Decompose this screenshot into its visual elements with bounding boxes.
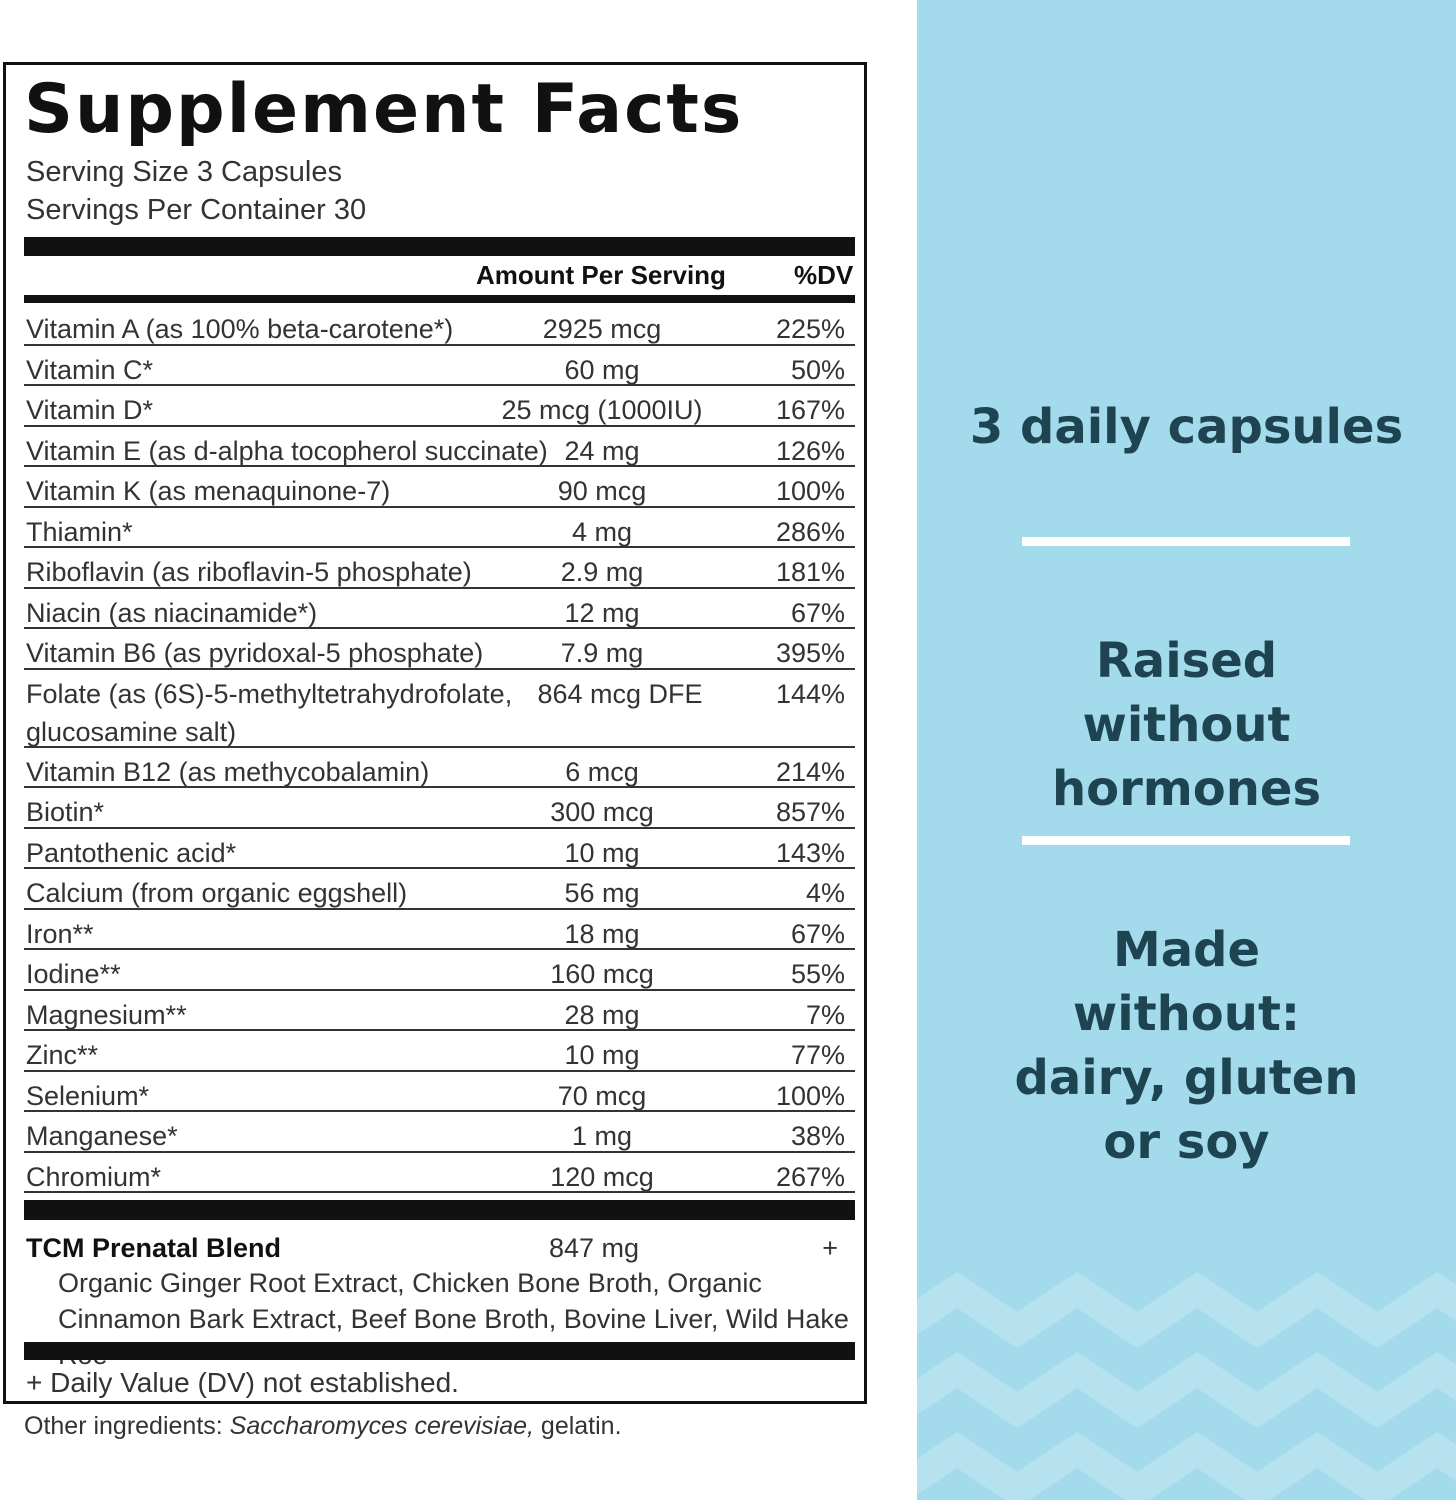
- nutrient-row: [24, 548, 855, 589]
- nutrient-amount: 12 mg: [564, 597, 640, 628]
- nutrient-name: Folate (as (6S)-5-methyltetrahydrofolate,: [26, 678, 513, 709]
- dv-footnote: + Daily Value (DV) not established.: [26, 1367, 459, 1398]
- nutrient-amount: 2925 mcg: [542, 314, 662, 344]
- nutrient-dv: 7%: [805, 999, 845, 1030]
- nutrient-row: [24, 386, 855, 427]
- nutrient-dv: 4%: [805, 878, 845, 908]
- nutrient-name: Niacin (as niacinamide*): [26, 597, 318, 628]
- other-ingredients: [24, 1412, 622, 1441]
- nutrient-amount: 160 mcg: [550, 959, 654, 989]
- header-amount: Amount Per Serving: [476, 260, 726, 290]
- nutrient-name: Vitamin D*: [26, 395, 154, 425]
- nutrient-name: Iodine**: [26, 959, 121, 989]
- nutrient-dv: 38%: [790, 1121, 845, 1151]
- nutrient-amount: 120 mcg: [550, 1161, 654, 1192]
- nutrient-amount: 2.9 mg: [560, 557, 644, 587]
- nutrient-row: [24, 829, 855, 870]
- nutrient-row: [24, 427, 855, 468]
- chevron-pattern-decoration: [917, 1270, 1456, 1500]
- nutrient-amount: 56 mg: [564, 878, 640, 908]
- nutrient-dv: 857%: [775, 797, 845, 827]
- nutrient-amount: 24 mg: [564, 435, 640, 466]
- blend-name: TCM Prenatal Blend: [26, 1233, 282, 1263]
- other-ingredients-label: Other ingredients:: [24, 1412, 230, 1440]
- claims-divider-1: [1022, 537, 1350, 546]
- nutrient-name: Manganese*: [26, 1121, 178, 1151]
- other-ingredients-organism: Saccharomyces cerevisiae,: [229, 1412, 534, 1440]
- nutrient-dv: 100%: [775, 476, 845, 506]
- nutrient-dv: 286%: [775, 516, 845, 547]
- nutrient-dv: 267%: [775, 1161, 845, 1192]
- nutrient-row: [24, 748, 855, 789]
- nutrient-dv: 181%: [775, 557, 845, 587]
- nutrient-row: [24, 991, 855, 1032]
- nutrient-dv: 126%: [775, 435, 845, 466]
- nutrient-dv: 55%: [790, 959, 845, 989]
- nutrient-amount: 28 mg: [564, 999, 640, 1030]
- nutrient-amount: 4 mg: [571, 516, 633, 547]
- nutrient-row: [24, 346, 855, 387]
- supplement-facts-panel: [3, 62, 867, 1404]
- nutrient-name: Iron**: [26, 918, 94, 949]
- blend-dv: +: [822, 1233, 838, 1263]
- nutrient-name: Vitamin A (as 100% beta-carotene*): [26, 314, 454, 344]
- nutrient-dv: 395%: [775, 638, 845, 668]
- nutrient-row: [24, 1153, 855, 1194]
- nutrient-name: Zinc**: [26, 1040, 99, 1070]
- nutrient-row: [24, 467, 855, 508]
- nutrient-name: Calcium (from organic eggshell): [26, 878, 408, 908]
- nutrient-amount: 864 mcg DFE: [537, 678, 703, 709]
- nutrient-dv: 77%: [790, 1040, 845, 1070]
- nutrient-row: [24, 508, 855, 549]
- nutrient-dv: 50%: [790, 354, 845, 385]
- nutrient-name: Pantothenic acid*: [26, 837, 237, 868]
- nutrient-row: [24, 305, 855, 346]
- nutrient-row: [24, 910, 855, 951]
- nutrient-row: [24, 629, 855, 670]
- nutrient-row: [24, 1112, 855, 1153]
- nutrient-row: [24, 670, 855, 748]
- nutrient-name: Selenium*: [26, 1080, 150, 1111]
- nutrient-amount: 18 mg: [564, 918, 640, 949]
- nutrient-dv: 143%: [775, 837, 845, 868]
- nutrient-amount: 1 mg: [571, 1121, 633, 1151]
- header-dv: %DV: [794, 260, 854, 290]
- nutrient-name: Vitamin B6 (as pyridoxal-5 phosphate): [26, 638, 484, 668]
- nutrient-amount: 10 mg: [564, 837, 640, 868]
- nutrient-dv: 67%: [790, 918, 845, 949]
- blend-amount: 847 mg: [549, 1233, 640, 1263]
- nutrient-amount: 70 mcg: [557, 1080, 647, 1111]
- nutrient-amount: 7.9 mg: [560, 638, 644, 668]
- nutrient-amount: 10 mg: [564, 1040, 640, 1070]
- other-ingredients-rest: gelatin.: [533, 1412, 622, 1440]
- thick-divider-blend: [24, 1200, 855, 1220]
- claim-daily-capsules: 3 daily capsules: [969, 399, 1404, 455]
- nutrient-name-continued: glucosamine salt): [26, 716, 237, 747]
- nutrient-dv: 100%: [775, 1080, 845, 1111]
- facts-title: Supplement Facts: [24, 70, 744, 149]
- thick-divider-bottom: [24, 1342, 855, 1360]
- nutrient-name: Chromium*: [26, 1161, 162, 1192]
- nutrient-dv: 67%: [790, 597, 845, 628]
- nutrient-name: Thiamin*: [26, 516, 133, 547]
- nutrient-dv: 225%: [775, 314, 845, 344]
- nutrient-name: Riboflavin (as riboflavin-5 phosphate): [26, 557, 472, 587]
- nutrient-row: [24, 1072, 855, 1113]
- header-divider: [24, 295, 855, 303]
- nutrient-amount: 90 mcg: [557, 476, 647, 506]
- nutrient-amount: 60 mg: [564, 354, 640, 385]
- nutrient-row: [24, 1031, 855, 1072]
- claim-made-without: Made without: dairy, gluten or soy: [1014, 922, 1359, 1170]
- nutrient-dv: 167%: [775, 395, 845, 425]
- claims-divider-2: [1022, 836, 1350, 845]
- nutrient-amount: 25 mcg (1000IU): [501, 395, 703, 425]
- claims-panel: [917, 0, 1456, 1500]
- nutrient-row: [24, 788, 855, 829]
- nutrient-name: Vitamin E (as d-alpha tocopherol succinate): [26, 435, 548, 466]
- blend-ingredients: Organic Ginger Root Extract, Chicken Bone Broth, Organic Cinnamon Bark Extract, Beef Bone Broth, Bovine Liver, Wild Hake: [58, 1268, 849, 1334]
- nutrient-name: Vitamin B12 (as methycobalamin): [26, 756, 430, 787]
- claim-no-hormones: Raised without hormones: [1051, 633, 1322, 817]
- servings-per-container: Servings Per Container 30: [26, 194, 367, 226]
- nutrient-name: Biotin*: [26, 797, 105, 827]
- nutrient-dv: 144%: [775, 678, 845, 709]
- nutrient-amount: 300 mcg: [550, 797, 654, 827]
- nutrient-row: [24, 589, 855, 630]
- nutrient-name: Magnesium**: [26, 999, 187, 1030]
- thick-divider-top: [24, 237, 855, 256]
- nutrient-amount: 6 mcg: [565, 756, 639, 787]
- nutrient-row: [24, 950, 855, 991]
- nutrient-dv: 214%: [775, 756, 845, 787]
- nutrient-name: Vitamin K (as menaquinone-7): [26, 476, 391, 506]
- serving-size: Serving Size 3 Capsules: [26, 156, 342, 188]
- nutrient-name: Vitamin C*: [26, 354, 154, 385]
- nutrient-row: [24, 869, 855, 910]
